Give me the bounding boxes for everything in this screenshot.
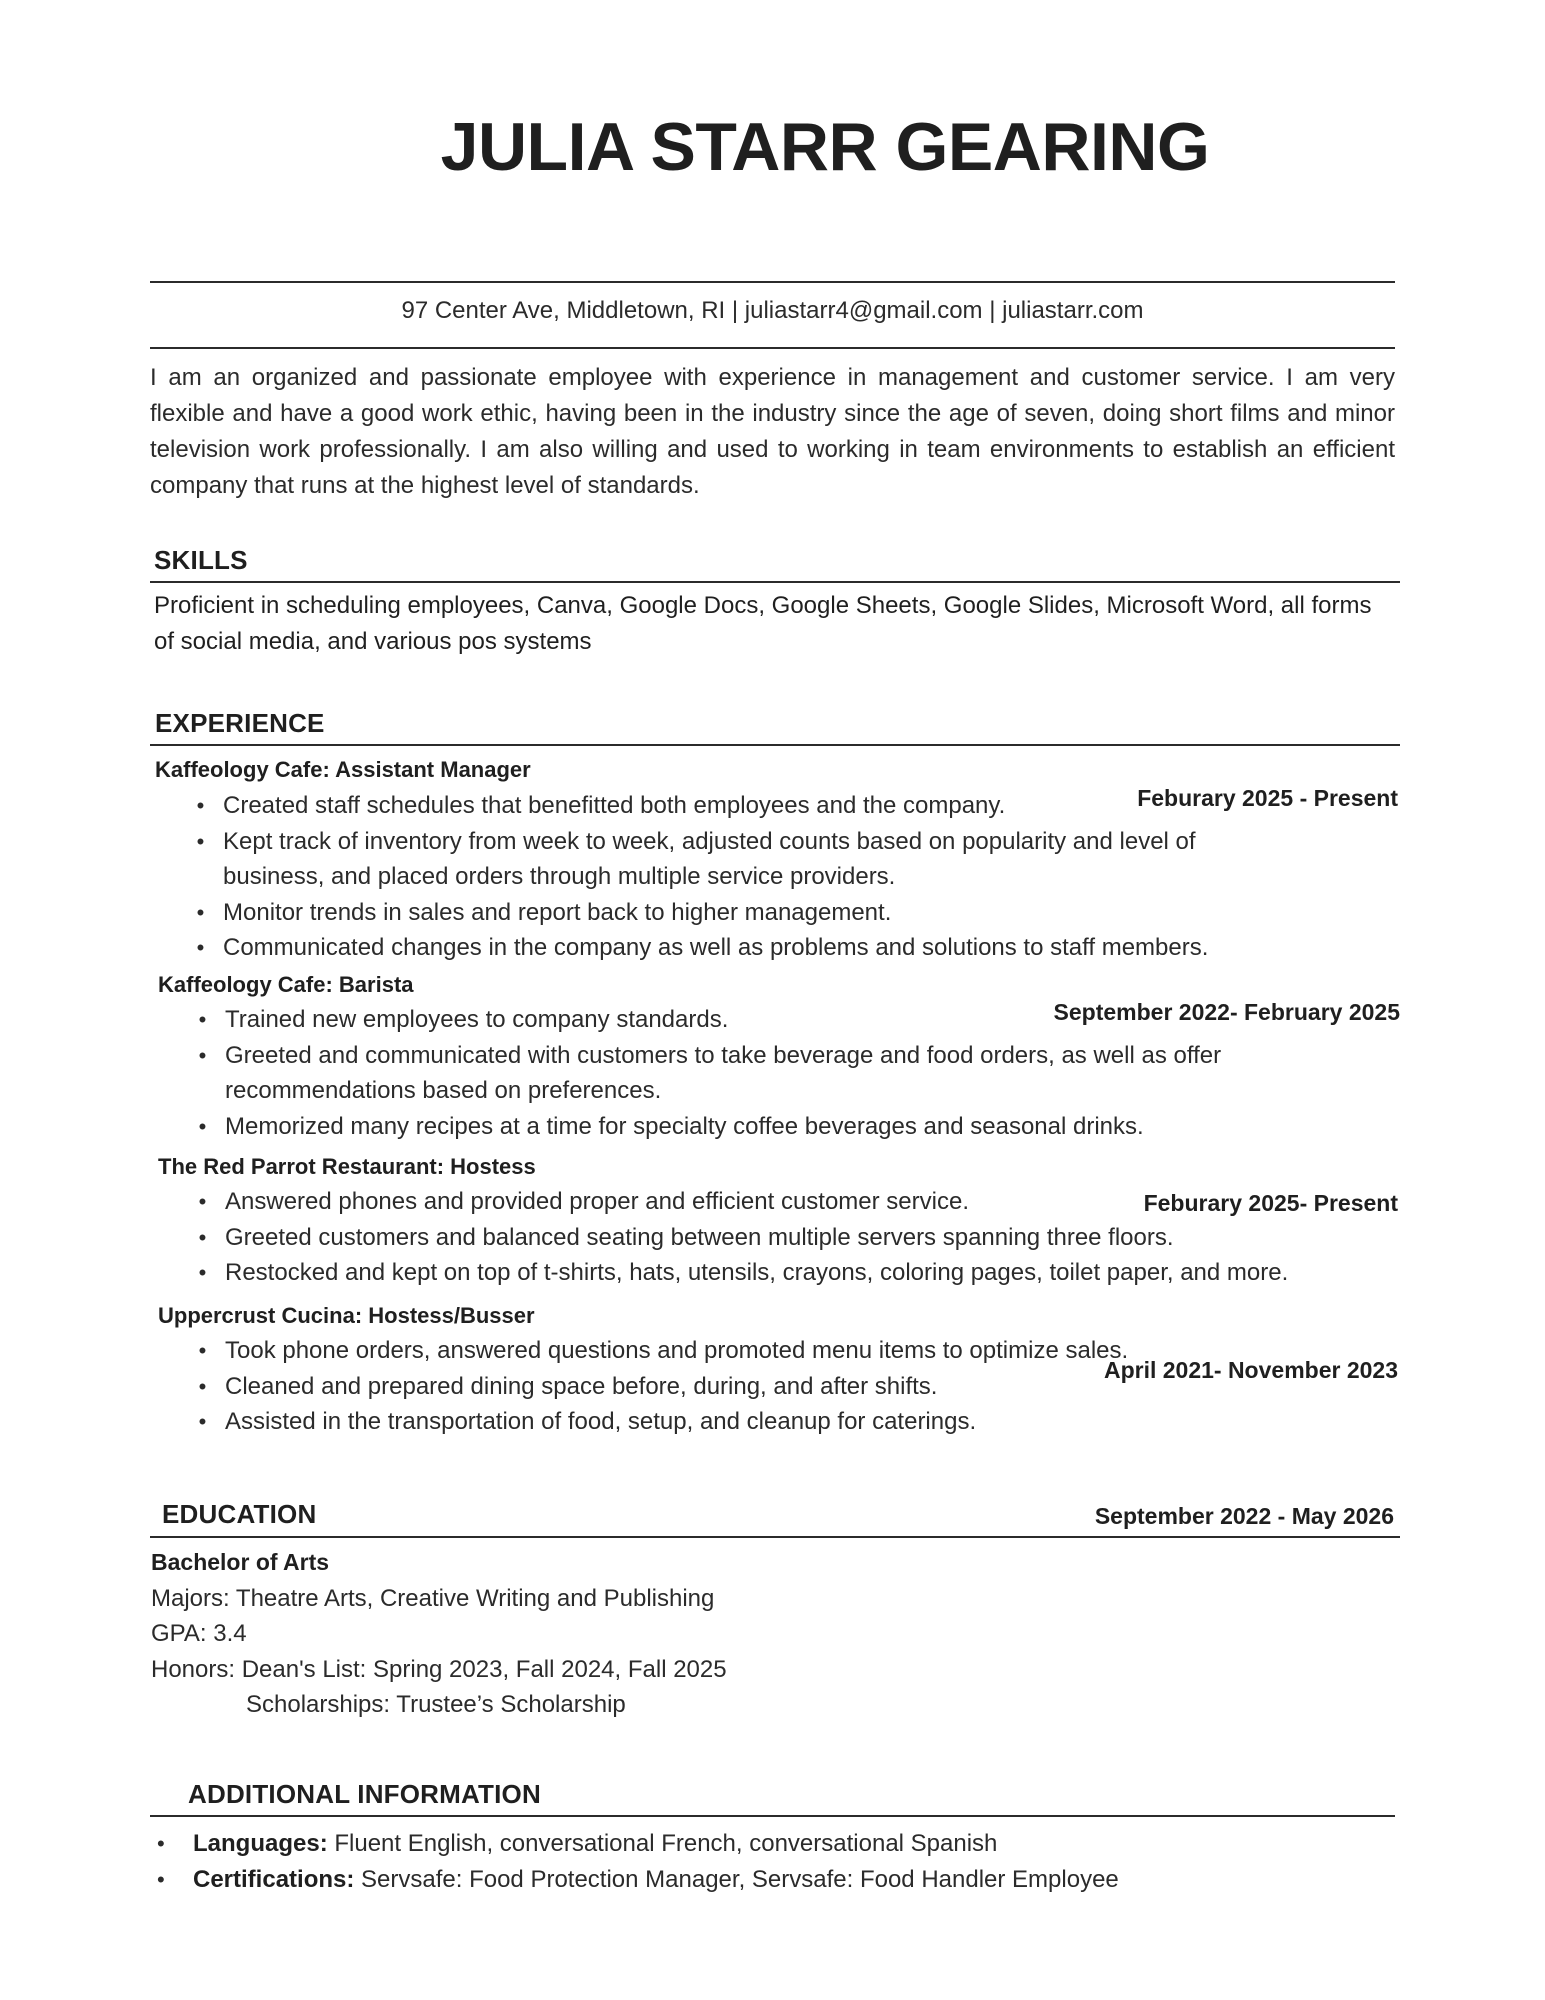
skills-text: Proficient in scheduling employees, Canva, Google Docs, Google Sheets, Google Slides, Microsoft Word, all forms of social media, and various pos systems — [154, 592, 1372, 655]
job-dates: Feburary 2025 - Present — [1137, 785, 1398, 811]
summary-paragraph: I am an organized and passionate employee with experience in management and customer service. I am very flexible and have a good work ethic, having been in the industry since the age of seven, doing short films and minor television work professionally. I am also willing and used to working in team environments to establish an efficient company that runs at the highest level of standards. — [150, 364, 1395, 499]
additional-rule — [150, 1815, 1395, 1817]
experience-heading: EXPERIENCE — [155, 708, 325, 738]
additional-list — [153, 1826, 1353, 1898]
job-dates: April 2021- November 2023 — [1103, 1357, 1398, 1383]
job-dates: Feburary 2025- Present — [1143, 1190, 1398, 1216]
list-item: • Communicated changes in the company as well as problems and solutions to staff members. — [178, 930, 1268, 966]
languages-text: Fluent English, conversational French, conversational Spanish — [327, 1830, 998, 1857]
list-item: • Trained new employees to company standards. — [180, 1002, 1280, 1038]
list-item — [153, 1826, 1353, 1862]
list-item: • Took phone orders, answered questions and promoted menu items to optimize sales. — [180, 1333, 1380, 1369]
honors: Honors: Dean's List: Spring 2023, Fall 2024, Fall 2025 — [151, 1655, 727, 1683]
experience-rule — [150, 744, 1400, 746]
certifications-label: Certifications: — [193, 1866, 355, 1893]
list-item: • Assisted in the transportation of food, setup, and cleanup for caterings. — [180, 1404, 1380, 1440]
list-item: • Greeted customers and balanced seating between multiple servers spanning three floors. — [180, 1220, 1440, 1256]
job-title: Uppercrust Cucina: Hostess/Busser — [158, 1303, 535, 1328]
header-bottom-rule — [150, 347, 1395, 349]
degree: Bachelor of Arts — [151, 1549, 330, 1575]
contact-line: 97 Center Ave, Middletown, RI | juliastarr4@gmail.com | juliastarr.com — [401, 297, 1144, 324]
job-title: Kaffeology Cafe: Assistant Manager — [155, 757, 531, 782]
list-item: • Created staff schedules that benefitted both employees and the company. — [178, 788, 1268, 824]
list-item: • Monitor trends in sales and report back to higher management. — [178, 895, 1268, 931]
list-item: • Memorized many recipes at a time for specialty coffee beverages and seasonal drinks. — [180, 1109, 1280, 1145]
education-rule — [150, 1536, 1400, 1538]
education-dates: September 2022 - May 2026 — [1094, 1503, 1394, 1529]
job-title: The Red Parrot Restaurant: Hostess — [158, 1154, 536, 1179]
additional-heading: ADDITIONAL INFORMATION — [188, 1779, 541, 1809]
education-details — [151, 1545, 727, 1723]
majors: Majors: Theatre Arts, Creative Writing and Publishing — [151, 1584, 715, 1612]
resume-name: JULIA STARR GEARING — [440, 109, 1210, 185]
scholarships: Scholarships: Trustee’s Scholarship — [246, 1691, 626, 1718]
job-dates: September 2022- February 2025 — [1053, 999, 1400, 1025]
list-item: • Greeted and communicated with customers to take beverage and food orders, as well as offer recommendations based on preferences. — [180, 1038, 1280, 1109]
list-item: • Restocked and kept on top of t-shirts, hats, utensils, crayons, coloring pages, toilet paper, and more. — [180, 1255, 1440, 1291]
job-bullets — [180, 1333, 1380, 1440]
list-item — [153, 1862, 1353, 1898]
certifications-text: Servsafe: Food Protection Manager, Servsafe: Food Handler Employee — [354, 1866, 1119, 1893]
skills-heading: SKILLS — [154, 545, 248, 575]
job-bullets — [180, 1002, 1280, 1144]
job-bullets — [178, 788, 1268, 966]
job-title: Kaffeology Cafe: Barista — [158, 972, 414, 997]
gpa: GPA: 3.4 — [151, 1620, 247, 1647]
list-item: • Kept track of inventory from week to week, adjusted counts based on popularity and level of business, and placed orders through multiple service providers. — [178, 824, 1268, 895]
languages-label: Languages: — [193, 1830, 328, 1857]
skills-rule — [150, 581, 1400, 583]
job-bullets — [180, 1184, 1440, 1291]
list-item: • Answered phones and provided proper and efficient customer service. — [180, 1184, 1440, 1220]
list-item: • Cleaned and prepared dining space before, during, and after shifts. — [180, 1369, 1380, 1405]
education-heading: EDUCATION — [162, 1499, 317, 1529]
header-top-rule — [150, 281, 1395, 283]
